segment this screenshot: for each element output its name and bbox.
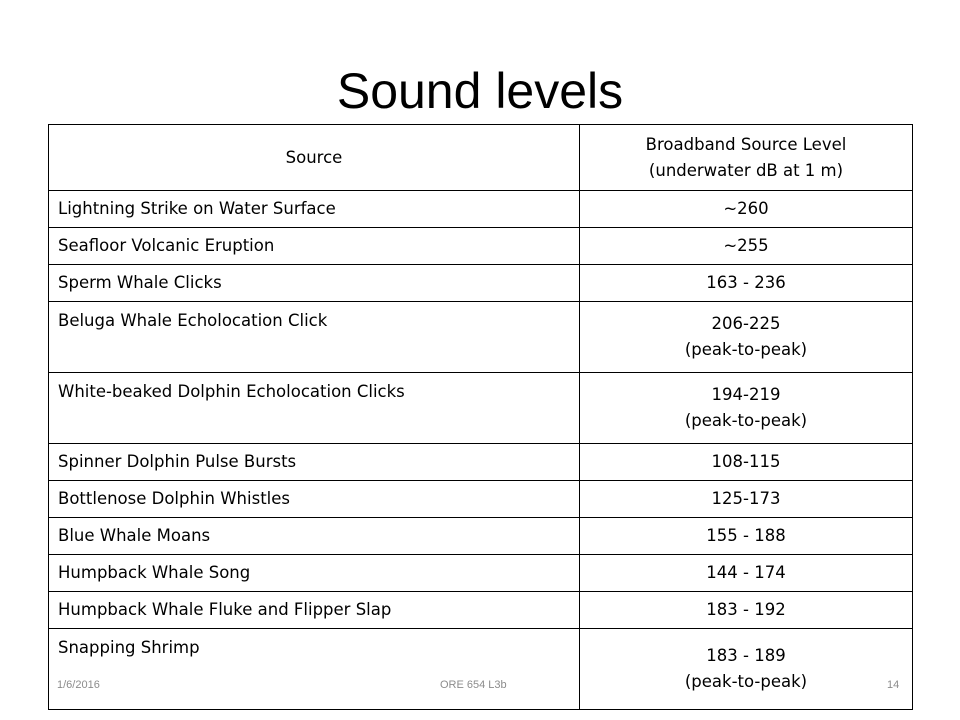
source-cell: Blue Whale Moans	[49, 518, 580, 555]
slide-title: Sound levels	[336, 63, 624, 119]
header-source: Source	[49, 125, 580, 191]
level-value: 206-225	[711, 314, 781, 333]
level-value: 183 - 189	[706, 646, 786, 665]
level-cell: 163 - 236	[580, 265, 913, 302]
header-level	[580, 125, 913, 191]
table-row	[49, 265, 913, 302]
source-cell: Humpback Whale Song	[49, 555, 580, 592]
source-cell: Beluga Whale Echolocation Click	[49, 302, 580, 373]
level-note: (peak-to-peak)	[684, 411, 808, 430]
table-row	[49, 191, 913, 228]
table-row	[49, 444, 913, 481]
level-value: 194-219	[711, 385, 781, 404]
footer-page-number: 14	[887, 679, 900, 691]
level-cell	[580, 373, 913, 444]
footer-date: 1/6/2016	[57, 679, 100, 691]
footer-course: ORE 654 L3b	[440, 679, 507, 691]
sound-levels-table	[48, 124, 913, 710]
table-row	[49, 629, 913, 710]
source-cell: Spinner Dolphin Pulse Bursts	[49, 444, 580, 481]
source-cell: Humpback Whale Fluke and Flipper Slap	[49, 592, 580, 629]
table-row	[49, 302, 913, 373]
level-cell	[580, 302, 913, 373]
header-level-line1: Broadband Source Level	[645, 134, 847, 154]
table-row	[49, 555, 913, 592]
source-cell: White-beaked Dolphin Echolocation Clicks	[49, 373, 580, 444]
table-header-row	[49, 125, 913, 191]
table-row	[49, 518, 913, 555]
level-cell: ~255	[580, 228, 913, 265]
level-cell: ~260	[580, 191, 913, 228]
header-level-line2: (underwater dB at 1 m)	[648, 160, 844, 180]
source-cell: Bottlenose Dolphin Whistles	[49, 481, 580, 518]
level-note: (peak-to-peak)	[684, 340, 808, 359]
level-cell: 108-115	[580, 444, 913, 481]
source-cell: Sperm Whale Clicks	[49, 265, 580, 302]
level-cell: 183 - 192	[580, 592, 913, 629]
level-note: (peak-to-peak)	[684, 672, 808, 691]
level-cell	[580, 629, 913, 710]
source-cell: Seafloor Volcanic Eruption	[49, 228, 580, 265]
table-row	[49, 373, 913, 444]
source-cell: Lightning Strike on Water Surface	[49, 191, 580, 228]
level-cell: 144 - 174	[580, 555, 913, 592]
level-cell: 155 - 188	[580, 518, 913, 555]
table-row	[49, 228, 913, 265]
table-row	[49, 592, 913, 629]
source-cell: Snapping Shrimp	[49, 629, 580, 710]
level-cell: 125-173	[580, 481, 913, 518]
table-row	[49, 481, 913, 518]
